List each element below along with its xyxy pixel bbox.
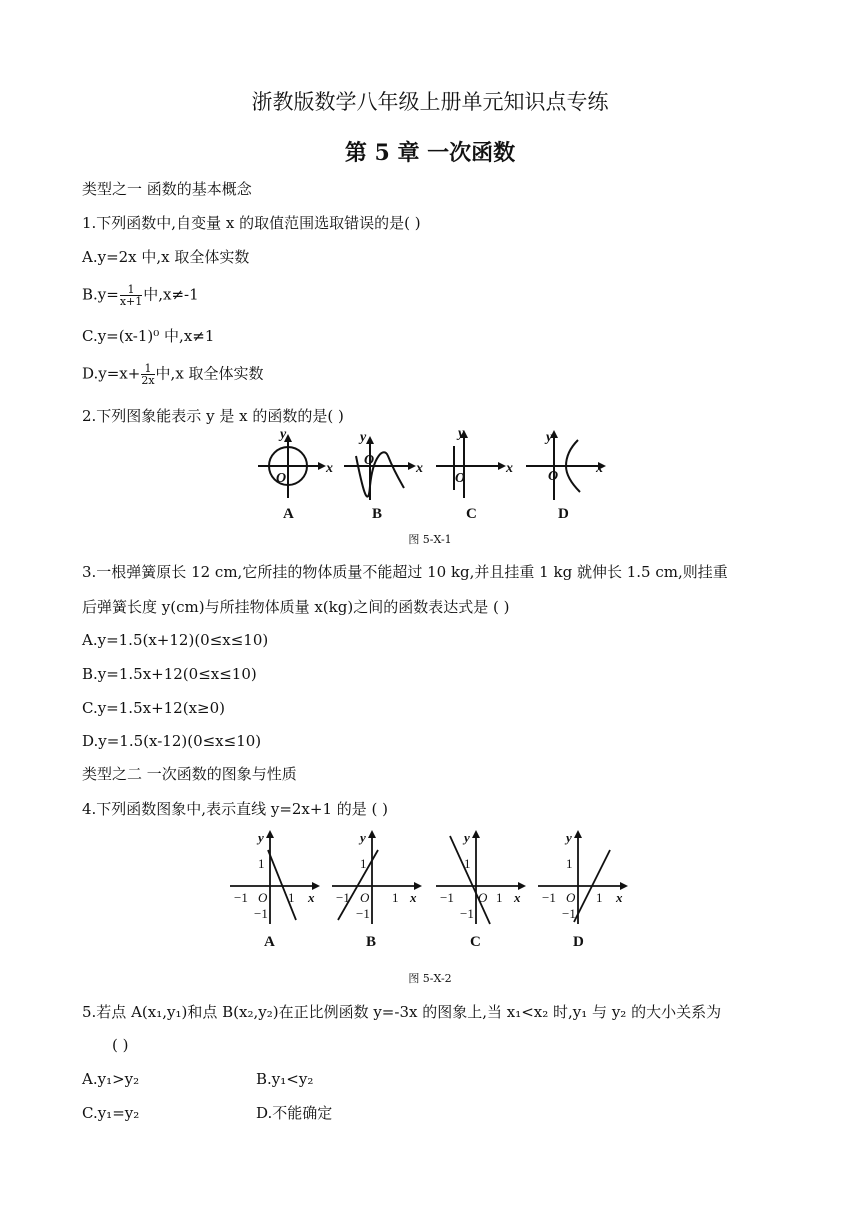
- svg-text:1: 1: [596, 890, 603, 905]
- svg-text:O: O: [566, 890, 576, 905]
- q3-stem-line2: 后弹簧长度 y(cm)与所挂物体质量 x(kg)之间的函数表达式是 ( ): [82, 598, 510, 616]
- svg-text:−1: −1: [254, 906, 268, 921]
- q3-option-c: C.y=1.5x+12(x≥0): [82, 699, 225, 717]
- q1-option-b: B.y= $\frac{1}{x+1}$ 中,x≠-1: [82, 283, 199, 308]
- q1-stem: 1.下列函数中,自变量 x 的取值范围选取错误的是( ): [82, 214, 421, 232]
- svg-text:1: 1: [360, 856, 367, 871]
- origin-label: O: [364, 453, 375, 468]
- svg-text:1: 1: [258, 856, 265, 871]
- svg-text:−1: −1: [356, 906, 370, 921]
- q5-option-c: C.y₁=y₂: [82, 1104, 140, 1122]
- q3-option-b: B.y=1.5x+12(0≤x≤10): [82, 665, 257, 683]
- q5-option-d: D.不能确定: [256, 1104, 333, 1122]
- figure-caption-2: 图 5-X-2: [408, 972, 452, 985]
- origin-label: O: [455, 471, 466, 486]
- y-label: y: [360, 430, 367, 445]
- page-title: 浙教版数学八年级上册单元知识点专练: [251, 90, 609, 114]
- svg-text:O: O: [360, 890, 370, 905]
- fig2-label-b: B: [366, 934, 377, 950]
- svg-text:1: 1: [566, 856, 573, 871]
- fig1-label-b: B: [372, 506, 383, 522]
- origin-label: O: [548, 469, 559, 484]
- svg-text:1: 1: [464, 856, 471, 871]
- fraction: $\frac{1}{2x}$: [141, 362, 155, 387]
- svg-text:x: x: [616, 890, 623, 905]
- fig2-label-a: A: [264, 934, 275, 950]
- q5-option-a: A.y₁>y₂: [82, 1070, 140, 1088]
- q5-answer-paren: ( ): [112, 1036, 129, 1054]
- svg-text:1: 1: [288, 890, 295, 905]
- figure-5-x-2: [228, 828, 628, 928]
- svg-text:x: x: [410, 890, 417, 905]
- svg-text:1: 1: [392, 890, 399, 905]
- svg-text:y: y: [360, 830, 366, 845]
- q5-option-b: B.y₁<y₂: [256, 1070, 314, 1088]
- x-label: x: [506, 461, 513, 476]
- y-label: y: [458, 426, 465, 441]
- svg-text:O: O: [258, 890, 268, 905]
- q1-option-d: D.y=x+ $\frac{1}{2x}$ 中,x 取全体实数: [82, 362, 264, 387]
- q4-stem: 4.下列函数图象中,表示直线 y=2x+1 的是 ( ): [82, 800, 389, 818]
- svg-text:y: y: [566, 830, 572, 845]
- x-label: x: [596, 461, 603, 476]
- svg-text:−1: −1: [234, 890, 248, 905]
- svg-text:y: y: [464, 830, 470, 845]
- q1-option-a: A.y=2x 中,x 取全体实数: [82, 248, 250, 266]
- fig2-label-d: D: [573, 934, 584, 950]
- line-graph-a: [268, 850, 296, 920]
- fig2-label-c: C: [470, 934, 481, 950]
- fig1-label-c: C: [466, 506, 477, 522]
- x-label: x: [416, 461, 423, 476]
- svg-text:x: x: [308, 890, 315, 905]
- x-label: x: [326, 461, 333, 476]
- q2-stem: 2.下列图象能表示 y 是 x 的函数的是( ): [82, 407, 344, 425]
- origin-label: O: [276, 471, 287, 486]
- section-heading-1: 类型之一 函数的基本概念: [82, 180, 252, 198]
- svg-text:−1: −1: [460, 906, 474, 921]
- q3-option-d: D.y=1.5(x-12)(0≤x≤10): [82, 732, 262, 750]
- svg-text:x: x: [514, 890, 521, 905]
- section-heading-2: 类型之二 一次函数的图象与性质: [82, 765, 297, 783]
- svg-text:O: O: [478, 890, 488, 905]
- svg-text:−1: −1: [542, 890, 556, 905]
- figure-caption-1: 图 5-X-1: [408, 533, 452, 546]
- y-label: y: [546, 430, 553, 445]
- svg-text:−1: −1: [336, 890, 350, 905]
- y-label: y: [280, 427, 287, 442]
- fraction: $\frac{1}{x+1}$: [119, 283, 143, 308]
- fig1-label-a: A: [283, 506, 294, 522]
- fig1-label-d: D: [558, 506, 569, 522]
- svg-text:y: y: [258, 830, 264, 845]
- chapter-title: 第 5 章 一次函数: [344, 140, 516, 166]
- q5-stem: 5.若点 A(x₁,y₁)和点 B(x₂,y₂)在正比例函数 y=-3x 的图象上,当 x₁<x₂ 时,y₁ 与 y₂ 的大小关系为: [82, 1003, 722, 1021]
- svg-text:1: 1: [496, 890, 503, 905]
- q3-stem-line1: 3.一根弹簧原长 12 cm,它所挂的物体质量不能超过 10 kg,并且挂重 1 kg 就伸长 1.5 cm,则挂重: [82, 563, 728, 581]
- svg-text:−1: −1: [562, 906, 576, 921]
- q3-option-a: A.y=1.5(x+12)(0≤x≤10): [82, 631, 269, 649]
- q1-option-c: C.y=(x-1)⁰ 中,x≠1: [82, 327, 215, 345]
- svg-text:−1: −1: [440, 890, 454, 905]
